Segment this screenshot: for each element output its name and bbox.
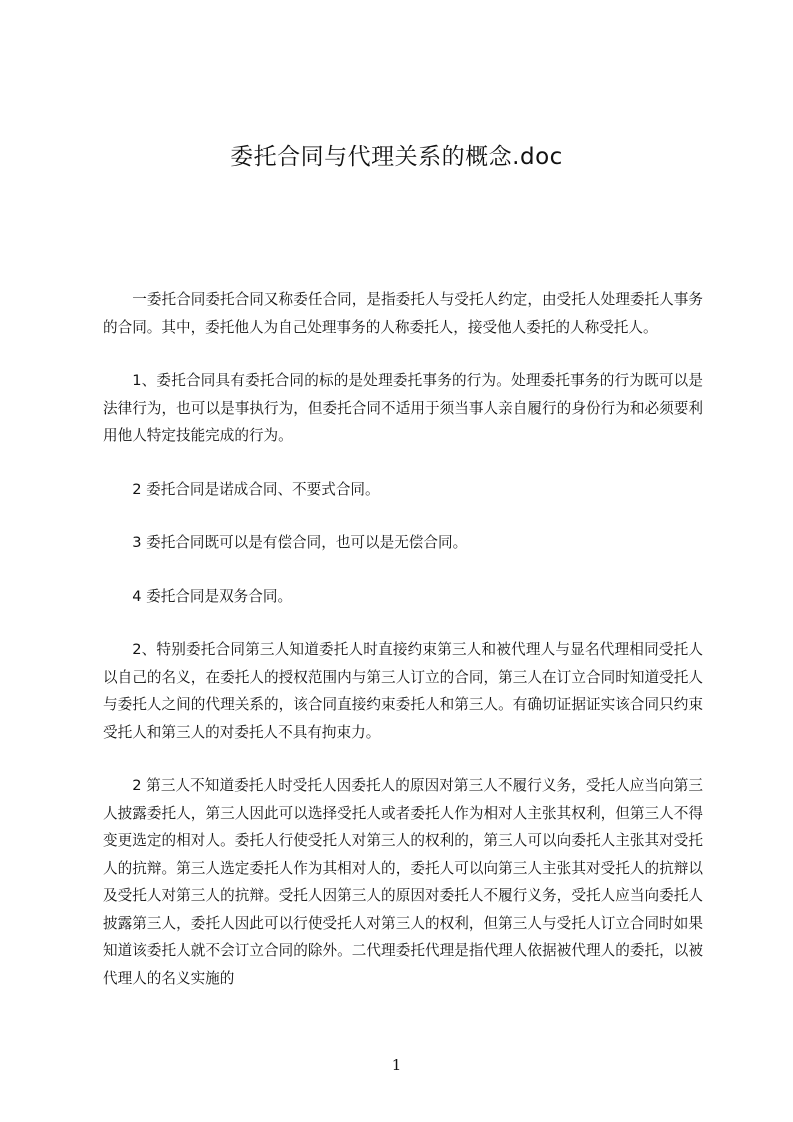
- document-title: 委托合同与代理关系的概念.doc: [230, 144, 563, 170]
- paragraph-3: 3 委托合同既可以是有偿合同，也可以是无偿合同。: [132, 534, 468, 551]
- paragraph-2: 2 委托合同是诺成合同、不要式合同。: [132, 480, 380, 498]
- paragraph-1: 1、委托合同具有委托合同的标的是处理委托事务的行为。处理委托事务的行为既可以是法律行为，也可以是事执行为，但委托合同不适用于须当事人亲自履行的身份行为和必须要利用他人特定技能完成的行为。: [103, 372, 703, 444]
- paragraph-4: 4 委托合同是双务合同。: [132, 587, 293, 605]
- paragraph-5: 2、特别委托合同第三人知道委托人时直接约束第三人和被代理人与显名代理相同受托人以自己的名义，在委托人的授权范围内与第三人订立的合同，第三人在订立合同时知道受托人与委托人之间的代理关系的，该合同直接约束委托人和第三人。有确切证据证实该合同只约束受托人和第三人的对委托人不具有拘束力。: [103, 641, 703, 741]
- page-number: 1: [391, 1056, 402, 1074]
- paragraph-6: 2 第三人不知道委托人时受托人因委托人的原因对第三人不履行义务，受托人应当向第三人披露委托人，第三人因此可以选择受托人或者委托人作为相对人主张其权利，但第三人不得变更选定的相对人。委托人行使受托人对第三人的权利的，第三人可以向委托人主张其对受托人的抗辩。第三人选定委托人作为其相对人的，委托人可以向第三人主张其对受托人的抗辩以及受托人对第三人的抗辩。受托人因第三人的原因对委托人不履行义务，受托人应当向委托人披露第三人，委托人因此可以行使受托人对第三人的权利，但第三人与受托人订立合同时如果知道该委托人就不会订立合同的除外。二代理委托代理是指代理人依据被代理人的委托，以被代理人的名义实施的: [103, 777, 703, 987]
- document-body: [103, 286, 703, 1018]
- paragraph-intro: 一委托合同委托合同又称委任合同，是指委托人与受托人约定，由受托人处理委托人事务的合同。其中，委托他人为自己处理事务的人称委托人，接受他人委托的人称受托人。: [103, 291, 703, 336]
